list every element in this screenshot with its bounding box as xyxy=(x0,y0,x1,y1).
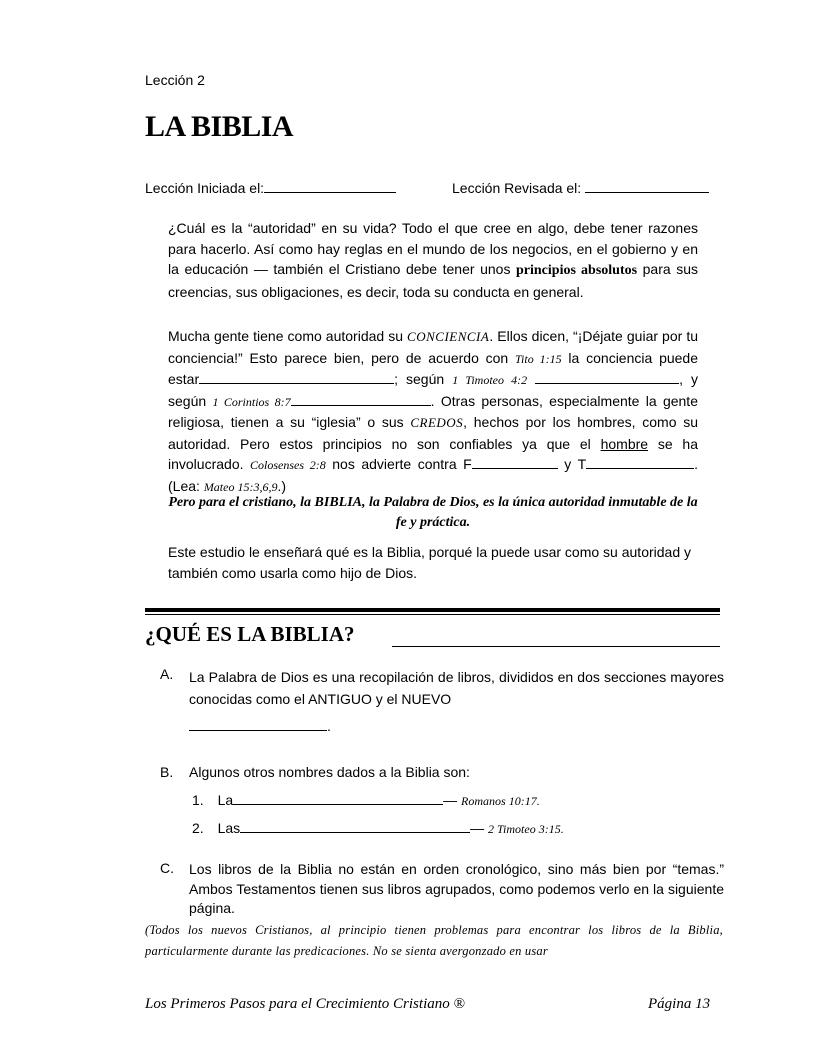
intro-p1-text-a: ¿Cuál es la “autoridad” en su vida? Todo el que cree en algo, debe tener razones para hacerlo. Así como hay reglas en el mundo de los negocios, en el gobierno y en la educación — también el Cristiano debe tener unos xyxy=(168,220,698,277)
intro-p2-text-c: la conciencia puede estar xyxy=(168,349,698,387)
lesson-started xyxy=(145,180,396,196)
intro-p2-text-i: nos advierte contra F xyxy=(325,456,472,472)
intro-paragraph-2 xyxy=(168,326,698,497)
intro-p2-text-j: y T xyxy=(557,456,587,472)
ref-romanos: Romanos 10:17. xyxy=(461,794,540,808)
blank-sub-item-1[interactable] xyxy=(233,792,443,805)
blank-conciencia-3[interactable] xyxy=(291,393,431,406)
intro-p2-text-e: , y según xyxy=(168,371,699,409)
intro-p2-text-h: se ha involucrado. xyxy=(168,435,698,472)
page-title: LA BIBLIA xyxy=(145,110,294,143)
sub-item-1-num: 1. xyxy=(192,792,204,808)
blank-f-word[interactable] xyxy=(472,456,558,469)
intro-p2-text-f: . Otras personas, especialmente la gente religiosa, tienen a su “iglesia” o sus xyxy=(168,392,698,430)
started-label: Lección Iniciada el: xyxy=(145,180,265,196)
intro-paragraph-1 xyxy=(168,218,698,302)
sub-item-1: 1. La — Romanos 10:17. xyxy=(192,792,540,808)
section-rule-thin xyxy=(145,614,720,615)
section-heading-underline xyxy=(392,646,720,647)
ref-corintios: 1 Corintios 8:7 xyxy=(212,394,291,409)
item-c-text: Los libros de la Biblia no están en orden cronológico, sino más bien por “temas.” Ambos Testamentos tienen sus libros agrupados, como podemos verlo en la siguiente página. xyxy=(189,861,724,916)
sub-item-2: 2. Las — 2 Timoteo 3:15. xyxy=(192,820,564,836)
sub-item-1-prefix: La xyxy=(217,792,234,808)
lesson-reviewed xyxy=(452,180,709,196)
intro-p1-bold: principios absolutos xyxy=(516,263,638,278)
lesson-number: Lección 2 xyxy=(145,72,205,88)
sub-item-2-num: 2. xyxy=(192,820,204,836)
started-date-blank[interactable] xyxy=(264,180,396,193)
blank-conciencia-2[interactable] xyxy=(535,371,679,384)
blank-conciencia-1[interactable] xyxy=(199,371,394,384)
credos-word: CREDOS xyxy=(410,415,464,430)
intro-paragraph-3: Este estudio le enseñará qué es la Biblia, porqué la puede usar como su autoridad y también como usarla como hijo de Dios. xyxy=(168,544,692,581)
intro-p2-text-b: . Ellos dicen, “¡Déjate guiar por tu conciencia!” Esto parece bien, pero de acuerdo con xyxy=(168,328,698,366)
new-christians-note: (Todos los nuevos Cristianos, al principio tienen problemas para encontrar los libros de la Biblia, particularmente durante las predicaciones. No se sienta avergonzado en usar xyxy=(145,923,723,958)
item-b-letter: B. xyxy=(160,764,174,780)
ref-timoteo-2: 2 Timoteo 3:15. xyxy=(488,822,564,836)
ref-tito: Tito 1:15 xyxy=(515,351,562,366)
blank-nuevo-testamento[interactable] xyxy=(189,718,327,731)
conciencia-word: CONCIENCIA xyxy=(407,329,490,344)
bible-authority-statement: Pero para el cristiano, la BIBLIA, la Palabra de Dios, es la única autoridad inmutable de la fe y práctica. xyxy=(168,495,698,530)
blank-t-word[interactable] xyxy=(586,456,694,469)
item-a-answer: . xyxy=(189,718,331,734)
item-c-letter: C. xyxy=(160,860,174,876)
reviewed-label: Lección Revisada el: xyxy=(452,180,582,196)
intro-p2-text-g: , hechos por los hombres, como su autoridad. Pero estos principios no son confiables ya que el xyxy=(168,414,698,452)
sub-item-2-prefix: Las xyxy=(217,820,241,836)
section-heading: ¿QUÉ ES LA BIBLIA? xyxy=(145,622,355,646)
hombre-word: hombre xyxy=(600,435,649,452)
footer-page-number: Página 13 xyxy=(648,996,711,1012)
item-b-text: Algunos otros nombres dados a la Biblia son: xyxy=(189,764,470,780)
reviewed-date-blank[interactable] xyxy=(585,180,709,193)
ref-colosenses: Colosenses 2:8 xyxy=(250,458,326,472)
item-a-letter: A. xyxy=(160,666,174,682)
section-rule-thick xyxy=(145,608,720,612)
item-a-content: La Palabra de Dios es una recopilación de libros, divididos en dos secciones mayores conocidas como el ANTIGUO y el NUEVO xyxy=(189,669,724,707)
blank-sub-item-2[interactable] xyxy=(240,820,470,833)
ref-timoteo: 1 Timoteo 4:2 xyxy=(452,373,528,387)
intro-p1-text-b: para sus creencias, sus obligaciones, es decir, toda su conducta en general. xyxy=(168,261,698,300)
footer-book-title: Los Primeros Pasos para el Crecimiento Cristiano ® xyxy=(145,996,465,1012)
intro-p2-text-a: Mucha gente tiene como autoridad su xyxy=(168,328,408,344)
ref-mateo: Mateo 15:3,6,9 xyxy=(203,479,278,494)
intro-p2-text-d: ; según xyxy=(394,371,453,387)
item-a-text xyxy=(189,666,724,710)
intro-p2-text-k: . (Lea: xyxy=(168,456,699,494)
intro-p2-text-l: .) xyxy=(277,477,287,494)
